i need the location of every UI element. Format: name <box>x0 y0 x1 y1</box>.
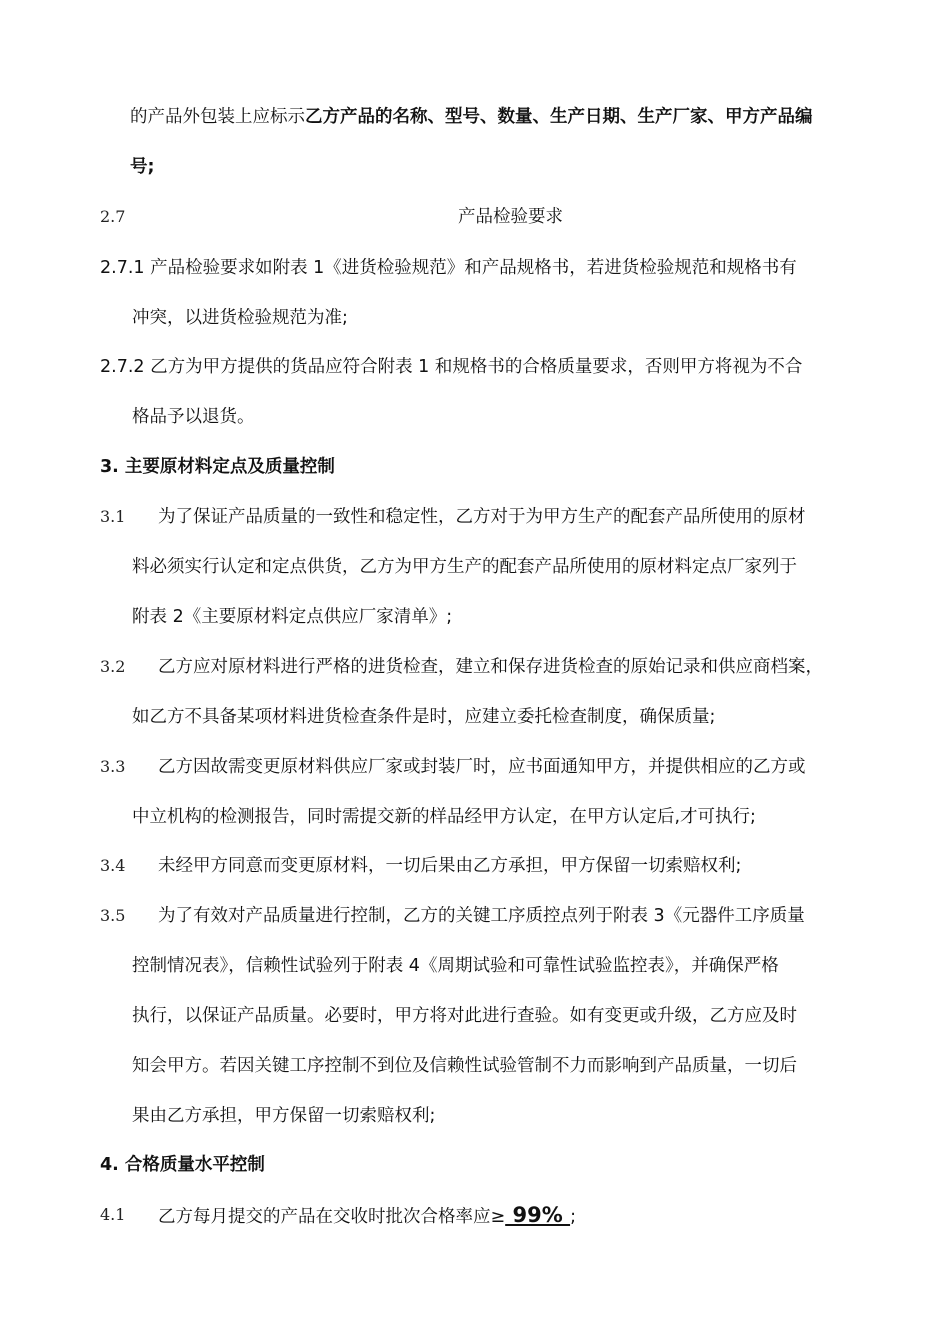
section-number: 2.7 <box>100 207 126 226</box>
paragraph-line: 乙方应对原材料进行严格的进货检查，建立和保存进货检查的原始记录和供应商档案， <box>158 657 823 677</box>
section-heading: 4. 合格质量水平控制 <box>100 1155 265 1175</box>
clause-number: 3.4 <box>100 856 126 875</box>
pass-rate-value: 99% <box>505 1203 571 1227</box>
section-heading: 3. 主要原材料定点及质量控制 <box>100 457 335 477</box>
paragraph-line: 乙方因故需变更原材料供应厂家或封装厂时，应书面通知甲方，并提供相应的乙方或 <box>158 757 806 777</box>
clause-number: 4.1 <box>100 1205 126 1224</box>
paragraph-line: 果由乙方承担，甲方保留一切索赔权利; <box>132 1106 436 1126</box>
clause-number: 3.1 <box>100 507 126 526</box>
paragraph-line: 为了有效对产品质量进行控制，乙方的关键工序质控点列于附表 3《元器件工序质量 <box>158 906 805 926</box>
paragraph-line: 控制情况表》，信赖性试验列于附表 4《周期试验和可靠性试验监控表》，并确保严格 <box>132 956 779 976</box>
paragraph-line: 格品予以退货。 <box>132 407 255 427</box>
paragraph-line: 冲突，以进货检验规范为准; <box>132 308 348 328</box>
paragraph-line: 号; <box>130 157 155 177</box>
paragraph-line: 的产品外包装上应标示乙方产品的名称、型号、数量、生产日期、生产厂家、甲方产品编 <box>130 107 813 127</box>
paragraph-line: 执行，以保证产品质量。必要时，甲方将对此进行查验。如有变更或升级，乙方应及时 <box>132 1006 797 1026</box>
paragraph-line: 乙方每月提交的产品在交收时批次合格率应≥ 99% ; <box>158 1203 576 1227</box>
paragraph-line: 2.7.1 产品检验要求如附表 1《进货检验规范》和产品规格书，若进货检验规范和规格书有 <box>100 258 797 278</box>
paragraph-line: 2.7.2 乙方为甲方提供的货品应符合附表 1 和规格书的合格质量要求，否则甲方将视为不合 <box>100 357 803 377</box>
clause-number: 3.3 <box>100 757 126 776</box>
clause-number: 3.5 <box>100 906 126 925</box>
paragraph-line: 料必须实行认定和定点供货，乙方为甲方生产的配套产品所使用的原材料定点厂家列于 <box>132 557 797 577</box>
paragraph-line: 未经甲方同意而变更原材料，一切后果由乙方承担，甲方保留一切索赔权利; <box>158 856 742 876</box>
paragraph-line: 附表 2《主要原材料定点供应厂家清单》; <box>132 607 453 627</box>
clause-number: 3.2 <box>100 657 126 676</box>
paragraph-line: 如乙方不具备某项材料进货检查条件是时，应建立委托检查制度，确保质量; <box>132 707 716 727</box>
paragraph-line: 中立机构的检测报告，同时需提交新的样品经甲方认定，在甲方认定后,才可执行; <box>132 807 756 827</box>
paragraph-line: 为了保证产品质量的一致性和稳定性，乙方对于为甲方生产的配套产品所使用的原材 <box>158 507 806 527</box>
section-title: 产品检验要求 <box>458 207 563 227</box>
paragraph-line: 知会甲方。若因关键工序控制不到位及信赖性试验管制不力而影响到产品质量，一切后 <box>132 1056 797 1076</box>
